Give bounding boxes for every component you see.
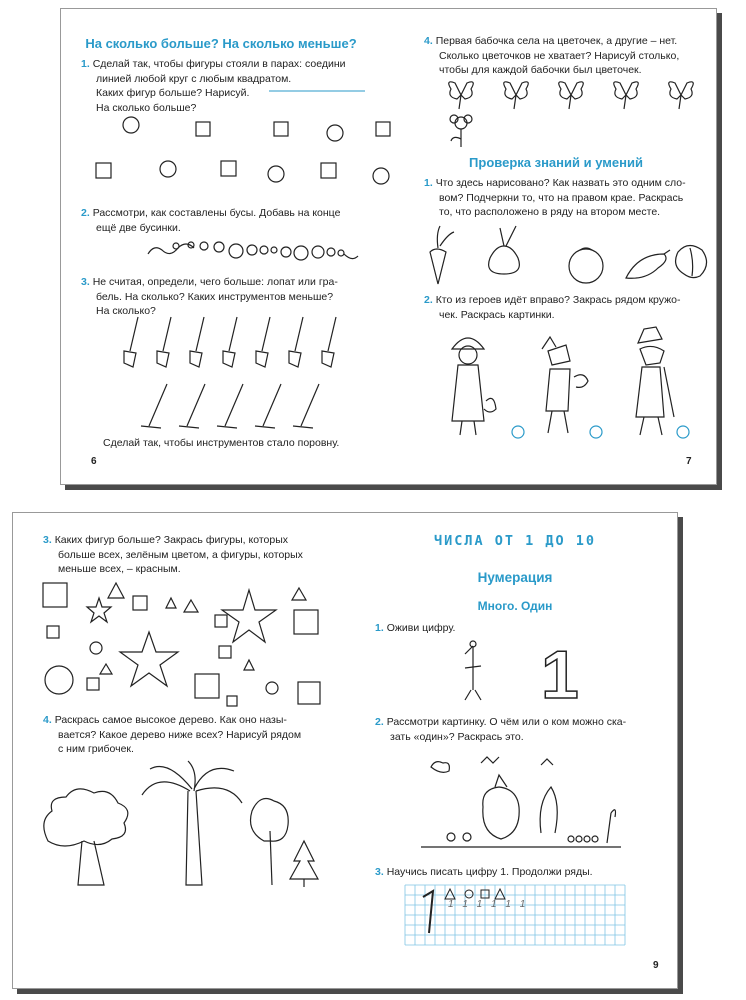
digit-character-drawing[interactable] (453, 638, 493, 703)
page-8 (13, 513, 343, 988)
farm-scene-illustration[interactable] (421, 753, 621, 853)
butterflies-row[interactable] (441, 79, 711, 154)
beads-illustration[interactable] (146, 234, 371, 274)
equalize-instruction: Сделай так, чтобы инструментов стало поровну. (103, 437, 340, 449)
task-4: 4. Первая бабочка села на цветочек, а другие – нет. Сколько цветочков не хватает? Нарисуй столько, чтобы для каждой бабочки был цветочек. (424, 35, 680, 76)
shovels-row[interactable] (116, 315, 346, 371)
task-3: 3. Не считая, определи, чего больше: лопат или гра- бель. На сколько? Каких инструментов меньше? На сколько? (81, 276, 338, 317)
subsection-title: Много. Один (477, 599, 553, 613)
page-number: 9 (653, 960, 659, 971)
page-9 (353, 513, 677, 988)
page-6 (61, 9, 381, 484)
page-number: 7 (686, 456, 692, 467)
section-title: Нумерация (477, 570, 553, 585)
task-4: 4. Раскрась самое высокое дерево. Как оно назы- вается? Какое дерево ниже всех? Нарисуй рядом с ним грибочек. (43, 714, 302, 755)
page-number: 6 (91, 456, 97, 467)
task-1: 1. Сделай так, чтобы фигуры стояли в парах: соедини линией любой круг с любым квадратом. Каких фигур больше? Нарисуй. На сколько больше? (81, 58, 346, 114)
trees-illustration[interactable] (38, 761, 338, 901)
task-2: 2. Рассмотри, как составлены бусы. Добавь на конце ещё две бусинки. (81, 207, 341, 234)
check-task-2: 2. Кто из героев идёт вправо? Закрась рядом кружо- чек. Раскрась картинки. (424, 294, 681, 321)
answer-line[interactable] (269, 89, 365, 93)
section-title: Проверка знаний и умений (469, 155, 643, 170)
page-title: На сколько больше? На сколько меньше? (85, 36, 357, 51)
check-task-1: 1. Что здесь нарисовано? Как назвать это одним сло- вом? Подчеркни то, что на правом крае. Раскрась то, что расположено в ряду на втором месте. (424, 177, 686, 218)
copybook-grid[interactable] (405, 885, 625, 945)
vegetables-row[interactable] (426, 224, 706, 286)
chapter-title: ЧИСЛА ОТ 1 ДО 10 (433, 533, 597, 549)
page-7 (396, 9, 716, 484)
task-1: 1. Оживи цифру. (375, 622, 456, 634)
spread-pages-6-7 (60, 8, 717, 485)
shapes-circles-squares[interactable] (91, 111, 381, 186)
task-3: 3. Научись писать цифру 1. Продолжи ряды. (375, 866, 593, 878)
answer-circle[interactable] (677, 426, 689, 438)
answer-circle[interactable] (590, 426, 602, 438)
copybook-row: 1 1 1 1 1 1 (448, 899, 529, 910)
task-3: 3. Каких фигур больше? Закрась фигуры, которых больше всех, зелёным цветом, а фигуры, которых меньше всех, – красным. (43, 534, 303, 575)
spread-pages-8-9 (12, 512, 678, 989)
answer-circle[interactable] (512, 426, 524, 438)
shapes-figures[interactable] (41, 578, 331, 708)
characters-illustration[interactable] (438, 321, 703, 446)
rakes-row[interactable] (141, 382, 341, 434)
big-digit: 1 (541, 637, 579, 713)
task-2: 2. Рассмотри картинку. О чём или о ком можно ска- зать «один»? Раскрась это. (375, 716, 627, 743)
